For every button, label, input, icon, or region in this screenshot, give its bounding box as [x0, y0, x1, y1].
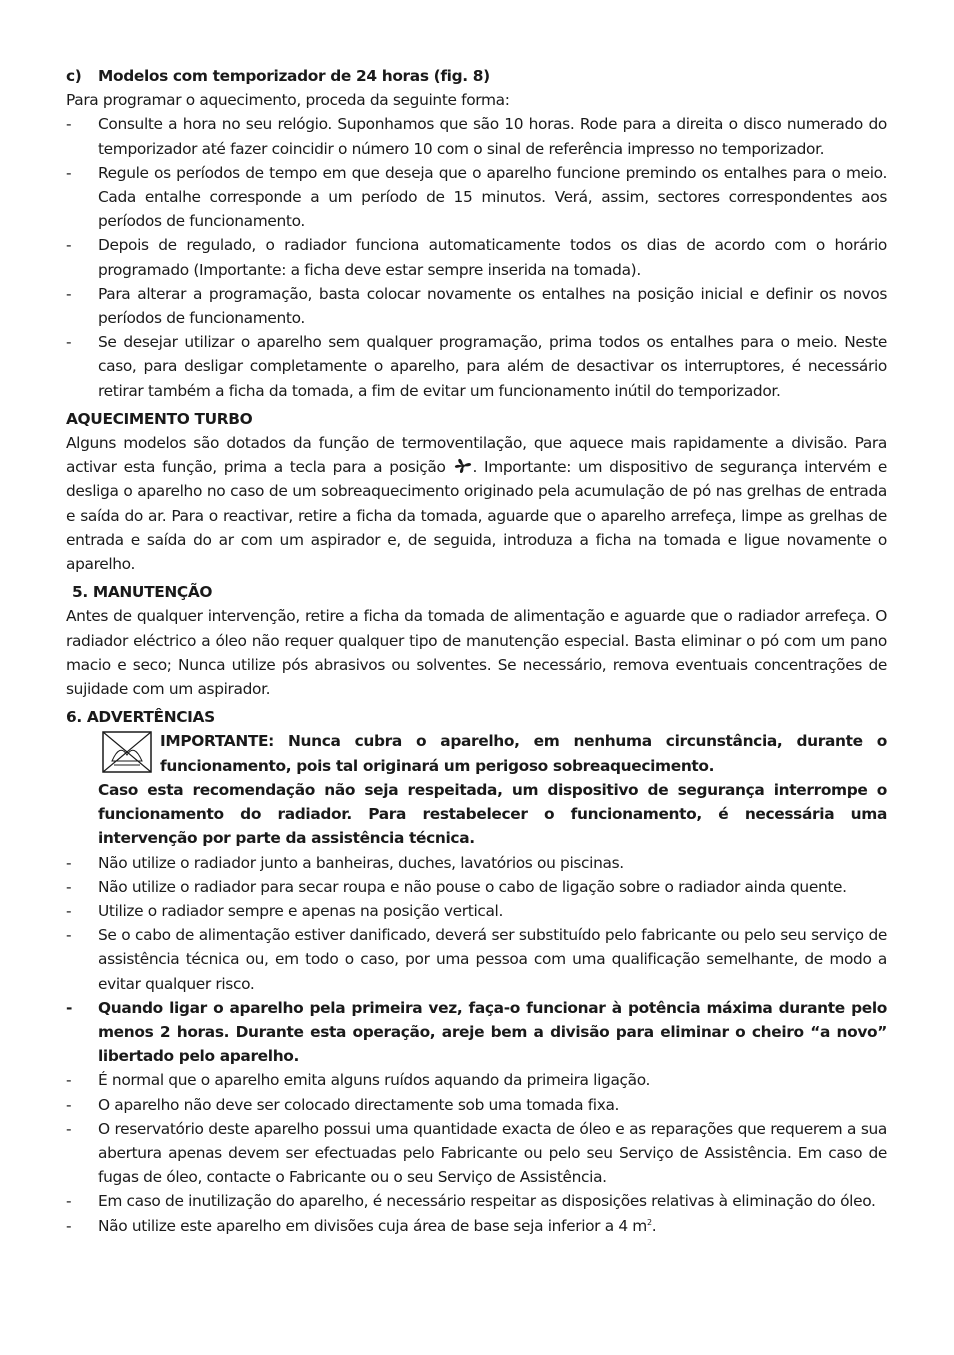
list-item [66, 1093, 887, 1117]
important-warning [66, 729, 887, 777]
section-c-heading [66, 64, 887, 88]
section-c-title: Modelos com temporizador de 24 horas (fig. 8) [98, 67, 490, 85]
safety-note: Caso esta recomendação não seja respeitada, um dispositivo de segurança interrompe o funcionamento do radiador. Para restabelecer o funcionamento, é necessária uma intervenção por parte da assistência técnica. [98, 780, 887, 848]
maintenance-heading: 5. MANUTENÇÃO [72, 583, 213, 602]
bullet-dash: - [66, 1119, 72, 1138]
list-item-text: É normal que o aparelho emita alguns ruídos aquando da primeira ligação. [98, 1071, 651, 1090]
list-item-bold [66, 996, 887, 1069]
list-item [66, 112, 887, 160]
list-item-text: Não utilize o radiador para secar roupa e não pouse o cabo de ligação sobre o radiador ainda quente. [98, 877, 847, 896]
bullet-dash: - [66, 1071, 72, 1090]
section-c-intro: Para programar o aquecimento, proceda da seguinte forma: [66, 91, 510, 110]
turbo-heading: AQUECIMENTO TURBO [66, 409, 253, 428]
list-item-text: O reservatório deste aparelho possui uma quantidade exacta de óleo e as reparações que requerem a sua abertura apenas devem ser efectuadas pelo Fabricante ou pelo seu Serviço de Assistência. Em caso de fugas de óleo, contacte o Fabricante ou o seu Serviço de Assistência. [98, 1119, 887, 1187]
bullet-dash: - [66, 853, 72, 872]
bullet-dash: - [66, 163, 72, 182]
turbo-text-start: Alguns modelos são dotados da função de termoventilação, que aquece mais rapidamente a divisão. Para activar esta função, prima a tecla para a posição [66, 434, 887, 477]
bullet-dash: - [66, 115, 72, 134]
bullet-dash: - [66, 901, 72, 920]
do-not-cover-icon [102, 731, 152, 773]
bullet-dash: - [66, 998, 73, 1017]
turbo-paragraph [66, 431, 887, 576]
list-item-end: . [651, 1216, 657, 1235]
list-item [66, 899, 887, 923]
list-item-text: Se desejar utilizar o aparelho sem qualquer programação, prima todos os entalhes para o meio. Neste caso, para desligar completamente o aparelho, para além de desactivar os interruptores, é necessário retirar também a ficha da tomada, a fim de evitar um funcionamento inútil do temporizador. [98, 333, 887, 400]
important-warning-text: IMPORTANTE: Nunca cubra o aparelho, em nenhuma circunstância, durante o funcionamento, pois tal originará um perigoso sobreaquecimento. [160, 732, 887, 775]
list-item [66, 1117, 887, 1190]
warnings-heading: 6. ADVERTÊNCIAS [66, 708, 215, 727]
list-item [66, 330, 887, 403]
list-item-text: Consulte a hora no seu relógio. Suponhamos que são 10 horas. Rode para a direita o disco numerado do temporizador até fazer coincidir o número 10 com o sinal de referência impresso no temporizador. [98, 115, 887, 158]
list-item [66, 282, 887, 330]
list-item-text: Quando ligar o aparelho pela primeira vez, faça-o funcionar à potência máxima durante pelo menos 2 horas. Durante esta operação, areje bem a divisão para eliminar o cheiro “a novo” libertado pelo aparelho. [98, 998, 887, 1066]
fan-icon [453, 457, 473, 473]
list-item-text: Em caso de inutilização do aparelho, é necessário respeitar as disposições relativas à eliminação do óleo. [98, 1192, 876, 1211]
list-item [66, 1068, 887, 1092]
list-item [66, 875, 887, 899]
list-item-text: O aparelho não deve ser colocado directamente sob uma tomada fixa. [98, 1095, 620, 1114]
bullet-dash: - [66, 926, 72, 945]
list-item [66, 851, 887, 875]
list-item-text: Se o cabo de alimentação estiver danificado, deverá ser substituído pelo fabricante ou pelo seu serviço de assistência técnica ou, em todo o caso, por uma pessoa com uma qualificação semelhante, de modo a evitar qualquer risco. [98, 926, 887, 993]
list-item [66, 1189, 887, 1213]
superscript: 2 [646, 1217, 652, 1227]
bullet-dash: - [66, 877, 72, 896]
bullet-dash: - [66, 1216, 72, 1235]
bullet-dash: - [66, 284, 72, 303]
list-item [66, 233, 887, 281]
list-item [66, 1214, 887, 1238]
section-c-marker: c) [66, 67, 82, 85]
list-item [66, 923, 887, 996]
list-item-text: Regule os períodos de tempo em que deseja que o aparelho funcione premindo os entalhes para o meio. Cada entalhe corresponde a um período de 15 minutos. Verá, assim, sectores correspondentes aos períodos de funcionamento. [98, 163, 887, 231]
list-item-text: Não utilize este aparelho em divisões cuja área de base seja inferior a 4 m [98, 1216, 647, 1235]
list-item-text: Para alterar a programação, basta colocar novamente os entalhes na posição inicial e definir os novos períodos de funcionamento. [98, 284, 887, 328]
bullet-dash: - [66, 1095, 72, 1114]
document-page [66, 64, 887, 1238]
list-item-text: Não utilize o radiador junto a banheiras, duches, lavatórios ou piscinas. [98, 853, 624, 872]
list-item [66, 161, 887, 234]
bullet-dash: - [66, 236, 72, 255]
bullet-dash: - [66, 333, 72, 352]
turbo-text-end: . Importante: um dispositivo de segurança intervém e desliga o aparelho no caso de um sobreaquecimento originado pela acumulação de pó nas grelhas de entrada e saída do ar. Para o reactivar, retire a ficha da tomada, aguarde que o aparelho arrefeça, limpe as grelhas de entrada e saída do ar com um aspirador e, de seguida, introduza a ficha na tomada e ligue novamente o aparelho. [66, 458, 887, 574]
maintenance-paragraph: Antes de qualquer intervenção, retire a ficha da tomada de alimentação e aguarde que o radiador arrefeça. O radiador eléctrico a óleo não requer qualquer tipo de manutenção especial. Basta eliminar o pó com um pano macio e seco; Nunca utilize pós abrasivos ou solventes. Se necessário, remova eventuais concentrações de sujidade com um aspirador. [66, 607, 887, 699]
list-item-text: Utilize o radiador sempre e apenas na posição vertical. [98, 901, 504, 920]
list-item-text: Depois de regulado, o radiador funciona automaticamente todos os dias de acordo com o horário programado (Importante: a ficha deve estar sempre inserida na tomada). [98, 236, 887, 279]
bullet-dash: - [66, 1192, 72, 1211]
